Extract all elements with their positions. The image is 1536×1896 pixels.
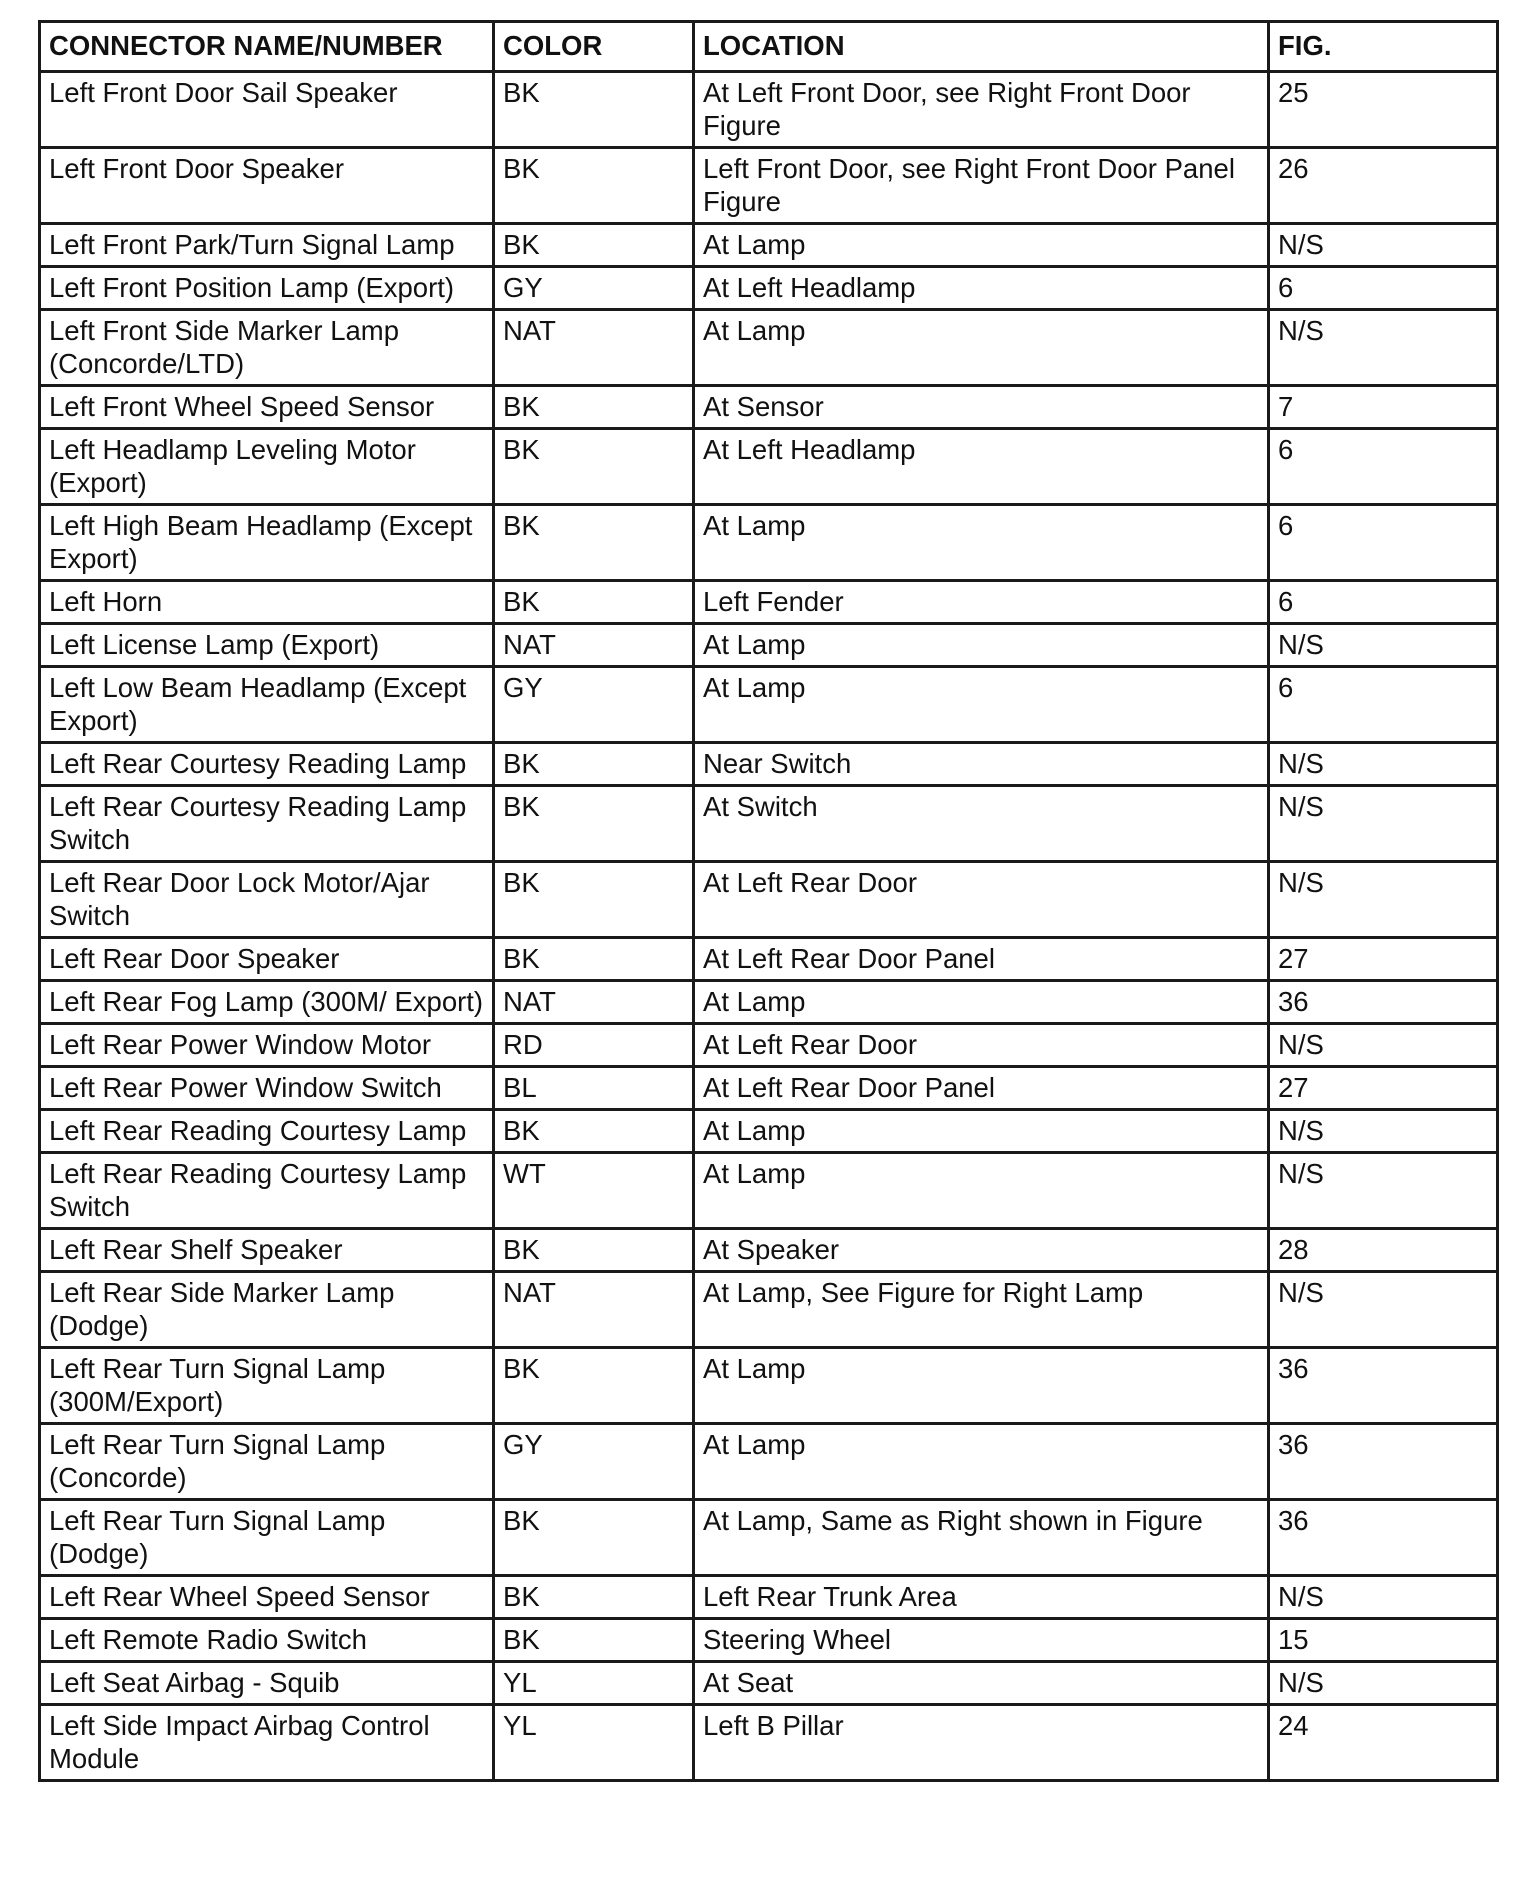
cell-location: At Switch bbox=[694, 786, 1269, 862]
table-row bbox=[40, 1229, 1498, 1272]
cell-connector-name: Left Front Wheel Speed Sensor bbox=[40, 386, 494, 429]
cell-connector-name: Left Front Position Lamp (Export) bbox=[40, 267, 494, 310]
cell-connector-name: Left Rear Side Marker Lamp (Dodge) bbox=[40, 1272, 494, 1348]
cell-color: WT bbox=[494, 1153, 694, 1229]
cell-location: At Lamp bbox=[694, 981, 1269, 1024]
cell-fig: N/S bbox=[1269, 310, 1498, 386]
cell-connector-name: Left Rear Turn Signal Lamp (Concorde) bbox=[40, 1424, 494, 1500]
table-row bbox=[40, 505, 1498, 581]
cell-color: BK bbox=[494, 1500, 694, 1576]
cell-connector-name: Left Front Park/Turn Signal Lamp bbox=[40, 224, 494, 267]
cell-connector-name: Left Rear Door Lock Motor/Ajar Switch bbox=[40, 862, 494, 938]
cell-fig: 6 bbox=[1269, 667, 1498, 743]
table-row bbox=[40, 1576, 1498, 1619]
cell-location: At Lamp bbox=[694, 667, 1269, 743]
cell-color: BK bbox=[494, 148, 694, 224]
cell-location: Steering Wheel bbox=[694, 1619, 1269, 1662]
cell-color: GY bbox=[494, 1424, 694, 1500]
cell-location: At Lamp bbox=[694, 624, 1269, 667]
cell-color: BK bbox=[494, 743, 694, 786]
table-row bbox=[40, 310, 1498, 386]
cell-fig: 24 bbox=[1269, 1705, 1498, 1781]
cell-location: At Lamp bbox=[694, 1110, 1269, 1153]
table-row bbox=[40, 1348, 1498, 1424]
table-row bbox=[40, 1067, 1498, 1110]
header-color: COLOR bbox=[494, 22, 694, 72]
cell-location: Left B Pillar bbox=[694, 1705, 1269, 1781]
cell-color: BK bbox=[494, 1576, 694, 1619]
cell-connector-name: Left Rear Reading Courtesy Lamp bbox=[40, 1110, 494, 1153]
cell-location: Left Fender bbox=[694, 581, 1269, 624]
table-row bbox=[40, 1153, 1498, 1229]
table-row bbox=[40, 938, 1498, 981]
table-row bbox=[40, 1110, 1498, 1153]
connector-table-page bbox=[38, 20, 1496, 1782]
cell-color: NAT bbox=[494, 1272, 694, 1348]
cell-connector-name: Left Remote Radio Switch bbox=[40, 1619, 494, 1662]
cell-color: GY bbox=[494, 267, 694, 310]
cell-location: At Lamp bbox=[694, 1153, 1269, 1229]
cell-fig: N/S bbox=[1269, 1110, 1498, 1153]
cell-fig: 6 bbox=[1269, 505, 1498, 581]
cell-color: BK bbox=[494, 429, 694, 505]
cell-fig: 36 bbox=[1269, 1500, 1498, 1576]
table-row bbox=[40, 1619, 1498, 1662]
cell-color: BK bbox=[494, 1348, 694, 1424]
cell-connector-name: Left Front Side Marker Lamp (Concorde/LTD) bbox=[40, 310, 494, 386]
table-row bbox=[40, 386, 1498, 429]
cell-color: NAT bbox=[494, 981, 694, 1024]
cell-location: At Lamp, Same as Right shown in Figure bbox=[694, 1500, 1269, 1576]
cell-fig: 25 bbox=[1269, 72, 1498, 148]
table-row bbox=[40, 624, 1498, 667]
cell-location: At Speaker bbox=[694, 1229, 1269, 1272]
table-row bbox=[40, 429, 1498, 505]
cell-fig: 6 bbox=[1269, 581, 1498, 624]
table-row bbox=[40, 1662, 1498, 1705]
cell-connector-name: Left Rear Door Speaker bbox=[40, 938, 494, 981]
cell-color: YL bbox=[494, 1662, 694, 1705]
cell-location: At Seat bbox=[694, 1662, 1269, 1705]
cell-color: RD bbox=[494, 1024, 694, 1067]
table-row bbox=[40, 581, 1498, 624]
cell-connector-name: Left Low Beam Headlamp (Except Export) bbox=[40, 667, 494, 743]
cell-location: Left Front Door, see Right Front Door Panel Figure bbox=[694, 148, 1269, 224]
table-row bbox=[40, 1024, 1498, 1067]
cell-fig: 36 bbox=[1269, 1424, 1498, 1500]
cell-location: At Lamp, See Figure for Right Lamp bbox=[694, 1272, 1269, 1348]
cell-color: NAT bbox=[494, 310, 694, 386]
cell-color: GY bbox=[494, 667, 694, 743]
cell-fig: N/S bbox=[1269, 224, 1498, 267]
cell-fig: N/S bbox=[1269, 743, 1498, 786]
table-row bbox=[40, 1500, 1498, 1576]
cell-color: BK bbox=[494, 938, 694, 981]
cell-fig: N/S bbox=[1269, 624, 1498, 667]
cell-location: At Lamp bbox=[694, 505, 1269, 581]
cell-connector-name: Left High Beam Headlamp (Except Export) bbox=[40, 505, 494, 581]
cell-fig: 15 bbox=[1269, 1619, 1498, 1662]
cell-color: BK bbox=[494, 581, 694, 624]
cell-connector-name: Left Rear Turn Signal Lamp (300M/Export) bbox=[40, 1348, 494, 1424]
cell-connector-name: Left Rear Courtesy Reading Lamp bbox=[40, 743, 494, 786]
cell-location: At Left Front Door, see Right Front Door Figure bbox=[694, 72, 1269, 148]
cell-location: At Left Rear Door bbox=[694, 862, 1269, 938]
cell-color: NAT bbox=[494, 624, 694, 667]
cell-fig: N/S bbox=[1269, 862, 1498, 938]
header-fig: FIG. bbox=[1269, 22, 1498, 72]
cell-color: BK bbox=[494, 386, 694, 429]
cell-color: BK bbox=[494, 72, 694, 148]
cell-location: At Lamp bbox=[694, 224, 1269, 267]
cell-location: At Left Rear Door Panel bbox=[694, 1067, 1269, 1110]
table-row bbox=[40, 981, 1498, 1024]
cell-connector-name: Left Rear Courtesy Reading Lamp Switch bbox=[40, 786, 494, 862]
cell-fig: N/S bbox=[1269, 1153, 1498, 1229]
cell-location: At Left Rear Door bbox=[694, 1024, 1269, 1067]
cell-color: BK bbox=[494, 786, 694, 862]
table-body bbox=[40, 72, 1498, 1781]
cell-color: YL bbox=[494, 1705, 694, 1781]
table-row bbox=[40, 743, 1498, 786]
cell-color: BK bbox=[494, 1619, 694, 1662]
table-row bbox=[40, 148, 1498, 224]
cell-connector-name: Left Rear Wheel Speed Sensor bbox=[40, 1576, 494, 1619]
table-row bbox=[40, 267, 1498, 310]
cell-connector-name: Left Rear Turn Signal Lamp (Dodge) bbox=[40, 1500, 494, 1576]
cell-location: At Sensor bbox=[694, 386, 1269, 429]
table-row bbox=[40, 72, 1498, 148]
cell-connector-name: Left Rear Fog Lamp (300M/ Export) bbox=[40, 981, 494, 1024]
cell-color: BK bbox=[494, 862, 694, 938]
cell-connector-name: Left Rear Reading Courtesy Lamp Switch bbox=[40, 1153, 494, 1229]
table-row bbox=[40, 1424, 1498, 1500]
cell-fig: 28 bbox=[1269, 1229, 1498, 1272]
cell-fig: N/S bbox=[1269, 1662, 1498, 1705]
cell-fig: 7 bbox=[1269, 386, 1498, 429]
cell-fig: 27 bbox=[1269, 938, 1498, 981]
table-row bbox=[40, 1272, 1498, 1348]
cell-fig: N/S bbox=[1269, 1576, 1498, 1619]
header-location: LOCATION bbox=[694, 22, 1269, 72]
cell-fig: N/S bbox=[1269, 1024, 1498, 1067]
cell-fig: 6 bbox=[1269, 429, 1498, 505]
cell-connector-name: Left Headlamp Leveling Motor (Export) bbox=[40, 429, 494, 505]
cell-location: At Lamp bbox=[694, 1348, 1269, 1424]
cell-connector-name: Left License Lamp (Export) bbox=[40, 624, 494, 667]
table-row bbox=[40, 667, 1498, 743]
cell-color: BL bbox=[494, 1067, 694, 1110]
cell-connector-name: Left Rear Shelf Speaker bbox=[40, 1229, 494, 1272]
cell-location: Left Rear Trunk Area bbox=[694, 1576, 1269, 1619]
cell-location: At Lamp bbox=[694, 1424, 1269, 1500]
cell-connector-name: Left Side Impact Airbag Control Module bbox=[40, 1705, 494, 1781]
table-header-row bbox=[40, 22, 1498, 72]
connector-table bbox=[38, 20, 1499, 1782]
cell-connector-name: Left Horn bbox=[40, 581, 494, 624]
cell-color: BK bbox=[494, 505, 694, 581]
cell-connector-name: Left Front Door Sail Speaker bbox=[40, 72, 494, 148]
cell-location: At Left Headlamp bbox=[694, 429, 1269, 505]
cell-location: At Lamp bbox=[694, 310, 1269, 386]
cell-fig: 27 bbox=[1269, 1067, 1498, 1110]
cell-color: BK bbox=[494, 224, 694, 267]
cell-fig: N/S bbox=[1269, 1272, 1498, 1348]
cell-location: Near Switch bbox=[694, 743, 1269, 786]
cell-fig: 36 bbox=[1269, 981, 1498, 1024]
cell-connector-name: Left Seat Airbag - Squib bbox=[40, 1662, 494, 1705]
cell-color: BK bbox=[494, 1110, 694, 1153]
cell-color: BK bbox=[494, 1229, 694, 1272]
cell-fig: N/S bbox=[1269, 786, 1498, 862]
cell-location: At Left Rear Door Panel bbox=[694, 938, 1269, 981]
cell-fig: 36 bbox=[1269, 1348, 1498, 1424]
cell-location: At Left Headlamp bbox=[694, 267, 1269, 310]
header-connector-name: CONNECTOR NAME/NUMBER bbox=[40, 22, 494, 72]
cell-fig: 26 bbox=[1269, 148, 1498, 224]
table-row bbox=[40, 862, 1498, 938]
cell-connector-name: Left Rear Power Window Motor bbox=[40, 1024, 494, 1067]
cell-fig: 6 bbox=[1269, 267, 1498, 310]
table-row bbox=[40, 786, 1498, 862]
cell-connector-name: Left Front Door Speaker bbox=[40, 148, 494, 224]
table-row bbox=[40, 1705, 1498, 1781]
table-row bbox=[40, 224, 1498, 267]
cell-connector-name: Left Rear Power Window Switch bbox=[40, 1067, 494, 1110]
